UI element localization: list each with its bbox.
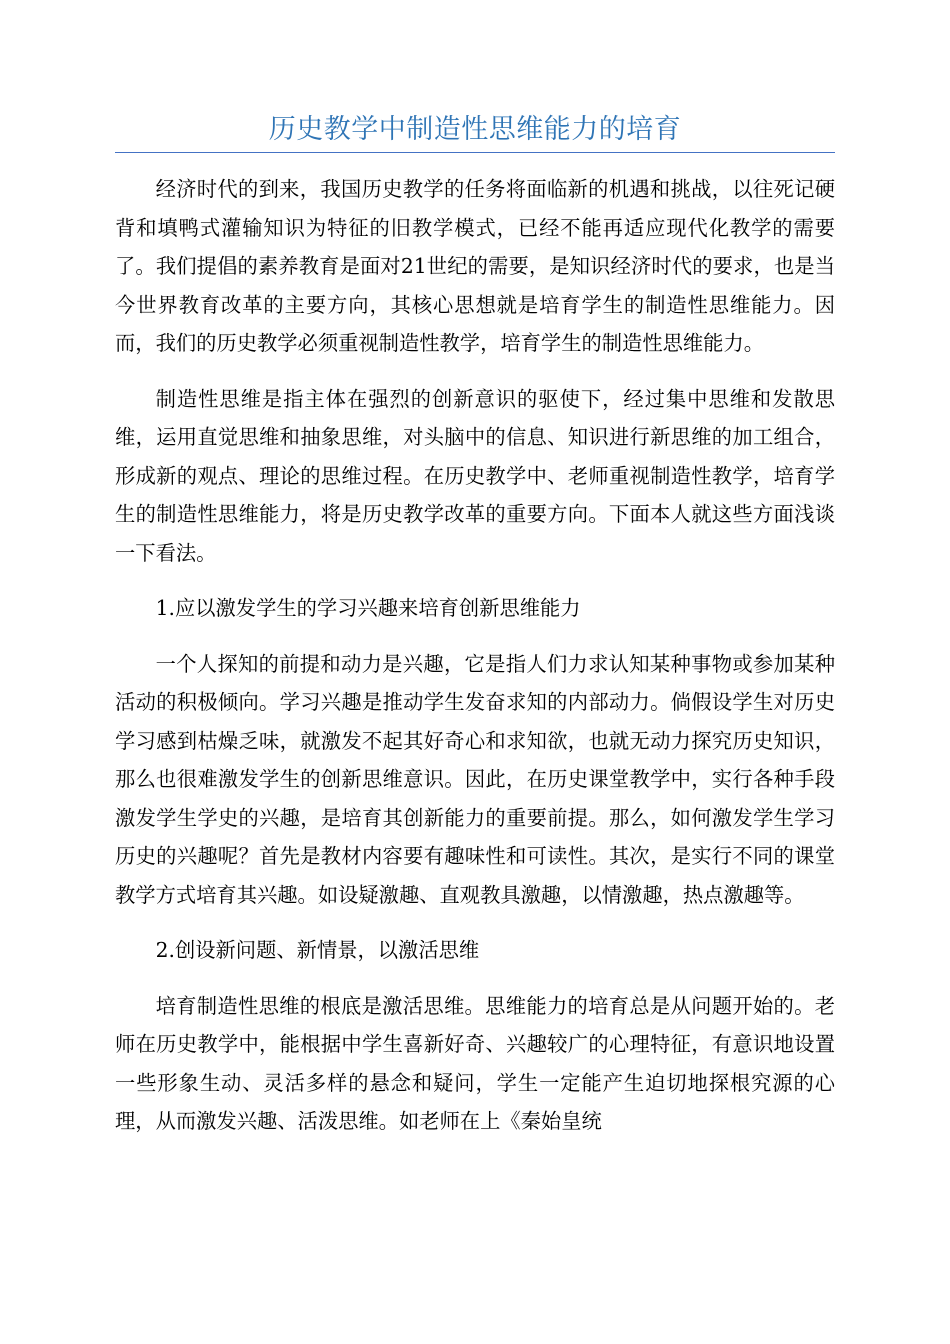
title-underline (115, 152, 835, 153)
intro-paragraph: 经济时代的到来，我国历史教学的任务将面临新的机遇和挑战，以往死记硬背和填鸭式灌输知识为特征的旧教学模式，已经不能再适应现代化教学的需要了。我们提倡的素养教育是面对21世纪的需要，是知识经济时代的要求，也是当今世界教育改革的主要方向，其核心思想就是培育学生的制造性思维能力。因而，我们的历史教学必须重视制造性教学，培育学生的制造性思维能力。 (115, 177, 835, 355)
section-paragraph-1: 一个人探知的前提和动力是兴趣，它是指人们力求认知某种事物或参加某种活动的积极倾向。学习兴趣是推动学生发奋求知的内部动力。倘假设学生对历史学习感到枯燥乏味，就激发不起其好奇心和求知欲，也就无动力探究历史知识，那么也很难激发学生的创新思维意识。因此，在历史课堂教学中，实行各种手段激发学生学史的兴趣，是培育其创新能力的重要前提。那么，如何激发学生学习历史的兴趣呢？首先是教材内容要有趣味性和可读性。其次，是实行不同的课堂教学方式培育其兴趣。如设疑激趣、直观教具激趣，以情激趣，热点激趣等。 (115, 651, 835, 907)
definition-paragraph: 制造性思维是指主体在强烈的创新意识的驱使下，经过集中思维和发散思维，运用直觉思维和抽象思维，对头脑中的信息、知识进行新思维的加工组合，形成新的观点、理论的思维过程。在历史教学中、老师重视制造性教学，培育学生的制造性思维能力，将是历史教学改革的重要方向。下面本人就这些方面浅谈一下看法。 (115, 386, 835, 565)
document-body (115, 170, 835, 1158)
section-paragraph-2: 培育制造性思维的根底是激活思维。思维能力的培育总是从问题开始的。老师在历史教学中，能根据中学生喜新好奇、兴趣较广的心理特征，有意识地设置一些形象生动、灵活多样的悬念和疑问，学生一定能产生迫切地探根究源的心理，从而激发兴趣、活泼思维。如老师在上《秦始皇统 (115, 993, 835, 1133)
section-heading-2: 2.创设新问题、新情景，以激活思维 (155, 938, 480, 962)
document-title: 历史教学中制造性思维能力的培育 (268, 114, 682, 145)
section-heading-1: 1.应以激发学生的学习兴趣来培育创新思维能力 (155, 596, 581, 620)
